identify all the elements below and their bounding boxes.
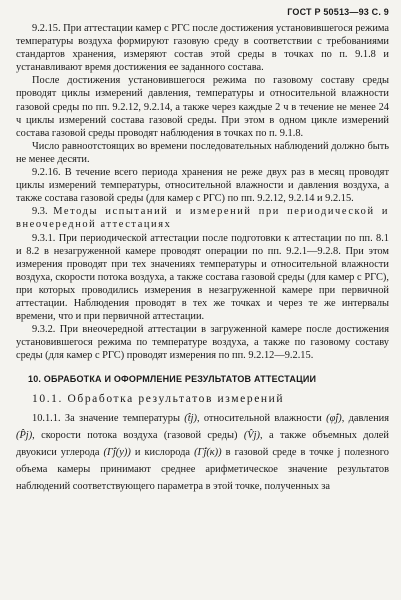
paragraph-9-2-15-cont: После достижения установившегося режима по газовому составу среды проводят циклы измерений давления, температуры и относительной влажности газовой среды по пп. 9.2.12, 9.2.14, а также через каждые 2 ч в течение не менее 24 ч циклы измерений состава газовой среды. При этом в одном цикле измерений состава газовой среды проводят наблюдения в точках по п. 9.1.8. <box>16 75 389 139</box>
paragraph-9-3-1: 9.3.1. При периодической аттестации после подготовки к аттестации по пп. 8.1 и 8.2 в незагруженной камере проводят операции по пп. 9.2.1—9.2.8. При этом измерения проводят при тех значениях температуры и относительной влажности воздуха, скорости потока воздуха, а также состава газовой среды (для камер с РГС), при которых проводились измерения в незагруженной камере при первичной аттестации. Наблюдения проводят в тех же точках и через те же интервалы времени, что и при первичной аттестации. <box>16 232 389 323</box>
humidity-symbol: (φ̂j) <box>326 412 342 424</box>
temperature-symbol: (t̂j) <box>184 412 197 424</box>
text-6: и кислорода <box>134 446 191 458</box>
section-10-title: 10. ОБРАБОТКА И ОФОРМЛЕНИЕ РЕЗУЛЬТАТОВ АТТЕСТАЦИИ <box>28 374 317 385</box>
page-header: ГОСТ Р 50513—93 С. 9 <box>287 7 389 17</box>
paragraph-10-1-1 <box>16 410 389 495</box>
paragraph-9-2-15: 9.2.15. При аттестации камер с РГС после достижения установившегося режима температуры воздуха формируют газовую среду в соответствии с требованиями стандартов хранения, измеряют состав этой среды в точках по п. 9.1.8 и устанавливают время достижения ее заданного состава. <box>16 23 389 74</box>
paragraph-9-2-15-note: Число равноотстоящих во времени последовательных наблюдений должно быть не менее десяти. <box>16 140 389 165</box>
text-5: , а также объемных долей двуокиси углерода <box>16 429 389 458</box>
velocity-symbol: (V̂j) <box>243 429 260 441</box>
document-body <box>16 22 389 495</box>
oxygen-symbol: (Γ̂j(к)) <box>194 446 222 458</box>
text-1: 10.1.1. За значение температуры <box>32 412 180 424</box>
co2-symbol: (Γ̂j(y)) <box>103 446 131 458</box>
paragraph-9-2-16: 9.2.16. В течение всего периода хранения не реже двух раз в месяц проводят циклы измерений температуры, относительной влажности и давления воздуха, а также состава газовой среды (для камер с РГС) по пп. 9.2.12, 9.2.14 и 9.2.15. <box>16 167 389 205</box>
subsection-10-1-title: 10.1. Обработка результатов измерений <box>32 392 285 405</box>
text-7: в газовой среде в точке j полезного объема камеры принимают среднее арифметическое значение результатов наблюдений соответствующего параметра в этой точке, полученных за <box>16 446 389 492</box>
paragraph-9-3 <box>16 205 389 231</box>
text-3: , давления <box>341 412 389 424</box>
paragraph-9-3-number: 9.3. <box>32 206 48 218</box>
pressure-symbol: (P̂j) <box>16 429 33 441</box>
paragraph-9-3-2: 9.3.2. При внеочередной аттестации в загруженной камере после достижения установившегося режима по температуре воздуха, а также по газовому составу среды (для камер с РГС) проводят измерения по пп. 9.2.12—9.2.15. <box>16 324 389 362</box>
text-2: , относительной влажности <box>196 412 322 424</box>
text-4: , скорости потока воздуха (газовой среды) <box>32 429 238 441</box>
paragraph-9-3-title: Методы испытаний и измерений при периодической и внеочередной аттестациях <box>16 206 389 231</box>
